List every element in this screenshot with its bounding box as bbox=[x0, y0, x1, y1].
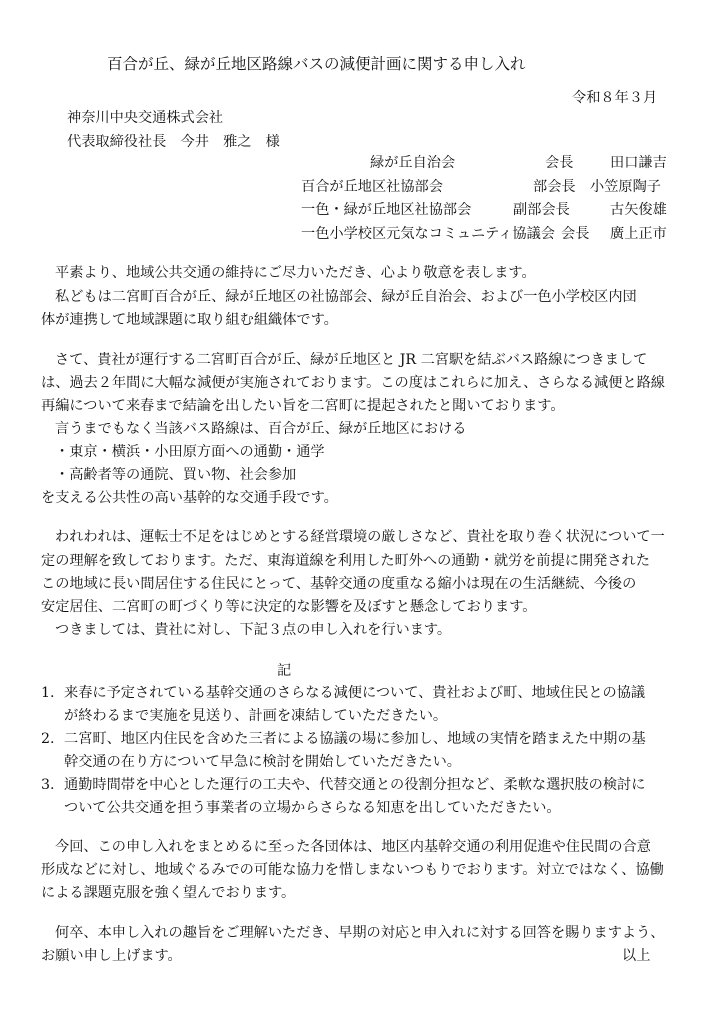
text-line: 安定居住、二宮町の町づくり等に決定的な影響を及ぼすと懸念しております。 bbox=[41, 599, 537, 615]
text-line: 言うまでもなく当該バス路線は、百合が丘、緑が丘地区における bbox=[55, 421, 467, 437]
addressee-company: 神奈川中央交通株式会社 bbox=[67, 110, 224, 126]
signatory-role: 副部会長 bbox=[513, 202, 570, 218]
text-line: 私どもは二宮町百合が丘、緑が丘地区の社協部会、緑が丘自治会、および一色小学校区内団 bbox=[55, 289, 637, 305]
text-line: 定の理解を致しております。ただ、東海道線を利用した町外への通勤・就労を前提に開発された bbox=[41, 553, 650, 569]
text-line: お願い申し上げます。 bbox=[41, 948, 182, 964]
text-line: 今回、この申し入れをまとめるに至った各団体は、地区内基幹交通の利用促進や住民間の合意 bbox=[55, 839, 651, 855]
signatory-name: 廣上正市 bbox=[610, 226, 667, 242]
text-line: 何卒、本申し入れの趣旨をご理解いただき、早期の対応と申入れに対する回答を賜りますよう、 bbox=[55, 925, 665, 941]
signatory-role: 会長 bbox=[561, 226, 590, 242]
text-line: つきましては、貴社に対し、下記３点の申し入れを行います。 bbox=[55, 622, 452, 638]
item-number: 2. bbox=[41, 731, 55, 747]
text-line: 来春に予定されている基幹交通のさらなる減便について、貴社および町、地域住民との協議 bbox=[64, 685, 646, 701]
signatory-org: 一色・緑が丘地区社協部会 bbox=[301, 202, 472, 218]
text-line: 平素より、地域公共交通の維持にご尽力いただき、心より敬意を表します。 bbox=[55, 265, 536, 281]
text-line: を支える公共性の高い基幹的な交通手段です。 bbox=[41, 490, 338, 506]
text-line: 幹交通の在り方について早急に検討を開始していただきたい。 bbox=[64, 754, 461, 770]
bullet-item: ・東京・横浜・小田原方面への通勤・通学 bbox=[55, 444, 325, 460]
document-title: 百合が丘、緑が丘地区路線バスの減便計画に関する申し入れ bbox=[107, 55, 526, 73]
signatory-org: 百合が丘地区社協部会 bbox=[301, 179, 443, 195]
text-line: 形成などに対し、地域ぐるみでの可能な協力を惜しまないつもりでおります。対立ではなく、協働 bbox=[41, 862, 664, 878]
text-line: ついて公共交通を担う事業者の立場からさらなる知恵を出していただきたい。 bbox=[64, 800, 561, 816]
signatory-role: 部会長 bbox=[533, 179, 576, 195]
text-line: 通勤時間帯を中心とした運行の工夫や、代替交通との役割分担など、柔軟な選択肢の検討に bbox=[64, 777, 646, 793]
signatory-org: 一色小学校区元気なコミュニティ協議会 bbox=[301, 226, 555, 242]
text-line: 二宮町、地区内住民を含めた三者による協議の場に参加し、地域の実情を踏まえた中期の基 bbox=[64, 731, 646, 747]
text-line: われわれは、運転士不足をはじめとする経営環境の厳しさなど、貴社を取り巻く状況について一 bbox=[55, 529, 665, 545]
text-line: 体が連携して地域課題に取り組む組織体です。 bbox=[41, 312, 338, 328]
item-number: 1. bbox=[41, 685, 55, 701]
bullet-item: ・高齢者等の通院、買い物、社会参加 bbox=[55, 467, 297, 483]
text-line: さて、貴社が運行する二宮町百合が丘、緑が丘地区と JR 二宮駅を結ぶバス路線につきまして bbox=[55, 352, 648, 368]
end-mark: 以上 bbox=[622, 948, 651, 964]
text-line: この地域に長い間居住する住民にとって、基幹交通の度重なる縮小は現在の生活継続、今後の bbox=[41, 576, 637, 592]
document-date: 令和８年３月 bbox=[572, 90, 658, 106]
signatory-name: 小笠原陶子 bbox=[590, 179, 661, 195]
text-line: による課題克服を強く望んでおります。 bbox=[41, 885, 296, 901]
item-number: 3. bbox=[41, 777, 55, 793]
ki-heading: 記 bbox=[277, 663, 292, 679]
signatory-name: 田口謙吉 bbox=[610, 155, 667, 171]
text-line: は、過去２年間に大幅な減便が実施されております。この度はこれらに加え、さらなる減便と路線 bbox=[41, 375, 665, 391]
text-line: 再編について来春まで結論を出したい旨を二宮町に提起されたと聞いております。 bbox=[41, 398, 565, 414]
signatory-org: 緑が丘自治会 bbox=[370, 155, 456, 171]
signatory-role: 会長 bbox=[545, 155, 574, 171]
signatory-name: 古矢俊雄 bbox=[610, 202, 667, 218]
addressee-person: 代表取締役社長 今井 雅之 様 bbox=[67, 134, 280, 150]
text-line: が終わるまで実施を見送り、計画を凍結していただきたい。 bbox=[64, 708, 448, 724]
